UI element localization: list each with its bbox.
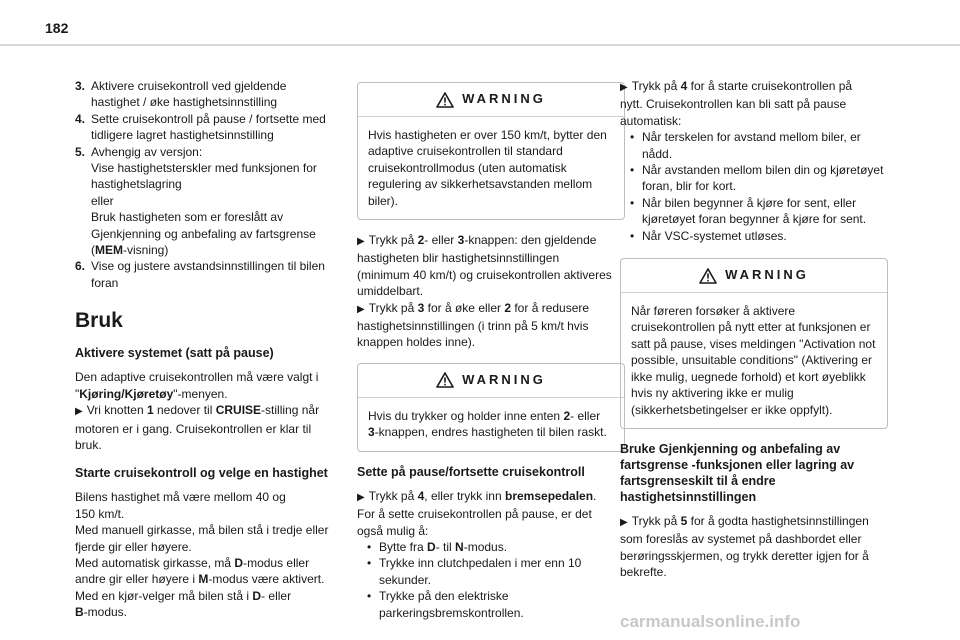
list-item: 6. Vise og justere avstandsinnstillingen til bilen foran (75, 259, 325, 290)
warning-triangle-icon (699, 268, 717, 284)
warning-title: WARNING (725, 267, 809, 283)
section-heading: Bruk (75, 309, 123, 333)
warning-box (357, 82, 625, 220)
paragraph-set-speed: ▶ Trykk på 2- eller 3-knappen: den gjeldende hastigheten blir hastighetsinnstillingen (minimum 40 km/t) og cruisekontrollen aktiveres umiddelbart. ▶ Trykk på 3 for å øke eller 2 for å redusere hastighetsinnstillingen (i trinn på 5 km/t hvis knappen holdes inne). (357, 233, 612, 350)
warning-triangle-icon (436, 92, 454, 108)
list-item: 4. Sette cruisekontroll på pause / fortsette med tidligere lagret hastighetsinnstilling (75, 111, 326, 143)
subheading-pause: Sette på pause/fortsette cruisekontroll (357, 464, 585, 479)
header-rule (0, 44, 960, 46)
pause-options-list (357, 539, 625, 621)
page-number: 182 (45, 20, 69, 36)
paragraph-start: Bilens hastighet må være mellom 40 og 150 km/t. Med manuell girkasse, må bilen stå i tredje eller fjerde gir eller høyere. Med automatisk girkasse, må D-modus eller andre gir eller høyere i M-modus være aktivert. Med en kjør-velger må bilen stå i D- eller B-modus. (75, 490, 329, 620)
control-steps-list (75, 78, 343, 291)
paragraph-activate: Den adaptive cruisekontrollen må være valgt i "Kjøring/Kjøretøy"-menyen. ▶ Vri knotten 1 nedover til CRUISE-stilling når motoren er i gang. Cruisekontrollen er klar til bruk. (75, 370, 320, 452)
arrow-right-icon: ▶ (357, 303, 365, 315)
warning-box (620, 258, 888, 429)
list-item: 3. Aktivere cruisekontroll ved gjeldende hastighet / øke hastighetsinnstilling (75, 79, 287, 110)
arrow-right-icon: ▶ (357, 236, 365, 248)
column-1 (75, 78, 343, 621)
subheading-activate: Aktivere systemet (satt på pause) (75, 346, 274, 361)
arrow-right-icon: ▶ (620, 82, 628, 93)
paragraph-pause: ▶ Trykk på 4, eller trykk inn bremsepedalen. For å sette cruisekontrollen på pause, er det også mulig å: • Bytte fra D- til N-modus. • Trykke inn clutchpedalen i mer enn 10 sekunder. • Trykke på den elektriske parkeringsbremskontrollen. (357, 488, 625, 621)
list-item: • Trykke på den elektriske parkeringsbremskontrollen. (367, 588, 625, 621)
list-item: • Trykke inn clutchpedalen i mer enn 10 sekunder. (367, 555, 625, 588)
arrow-right-icon: ▶ (357, 491, 365, 503)
subheading-speed-limit: Bruke Gjenkjenning og anbefaling av fartsgrense -funksjonen eller lagring av fartsgrenseskilt til å endre hastighetsinnstillingen (620, 441, 855, 504)
warning-text: Hvis hastigheten er over 150 km/t, bytter den adaptive cruisekontrollen til standard cruisekontrollmodus (uten automatisk regulering av sikkerhetsavstanden mellom biler). (368, 128, 607, 208)
warning-text: Når føreren forsøker å aktivere cruisekontrollen på nytt etter at funksjonen er satt på pause, vises meldingen "Activation not possible, unsuitable conditions" (Aktivering er ikke mulig, uegnede forhold) et kort øyeblikk hvis ny aktivering ikke er mulig (sikkerhetsbetingelser er ikke oppfylt). (631, 304, 876, 417)
list-item: • Når terskelen for avstand mellom biler, er nådd. (630, 129, 888, 162)
paragraph-speed-limit: ▶ Trykk på 5 for å godta hastighetsinnstillingen som foreslås av systemet på dashbordet eller berøringsskjermen, og trykk deretter igjen for å bekrefte. (620, 513, 869, 580)
watermark: carmanualsonline.info (620, 612, 801, 631)
auto-pause-list (620, 129, 888, 244)
list-item: • Når avstanden mellom bilen din og kjøretøyet foran, blir for kort. (630, 162, 888, 195)
warning-box (357, 363, 625, 452)
subheading-start: Starte cruisekontroll og velge en hastighet (75, 466, 328, 481)
warning-triangle-icon (436, 372, 454, 388)
list-item: • Når VSC-systemet utløses. (630, 228, 888, 244)
warning-title: WARNING (462, 91, 546, 107)
arrow-right-icon: ▶ (75, 406, 83, 418)
column-3 (620, 78, 888, 581)
column-2 (357, 78, 625, 621)
paragraph-restart: ▶ Trykk på 4 for å starte cruisekontrollen på nytt. Cruisekontrollen kan bli satt på pause automatisk: • Når terskelen for avstand mellom biler, er nådd. • Når avstanden mellom bilen din og kjøretøyet foran, blir for kort. • Når bilen begynner å kjøre for sent, eller kjøretøyet foran begynner å kjøre for sent. • Når VSC-systemet utløses. (620, 78, 888, 244)
warning-text: Hvis du trykker og holder inne enten 2- eller 3-knappen, endres hastigheten til bilen raskt. (368, 408, 607, 440)
list-item: • Bytte fra D- til N-modus. (367, 539, 625, 555)
arrow-right-icon: ▶ (620, 516, 628, 528)
warning-title: WARNING (462, 372, 546, 388)
list-item: • Når bilen begynner å kjøre for sent, eller kjøretøyet foran begynner å kjøre for sent. (630, 195, 888, 228)
list-item: 5. Avhengig av versjon: Vise hastighetsterskler med funksjonen for hastighetslagring eller Bruk hastigheten som er foreslått av Gjenkjenning og anbefaling av fartsgrense (MEM-visning) (75, 144, 317, 258)
